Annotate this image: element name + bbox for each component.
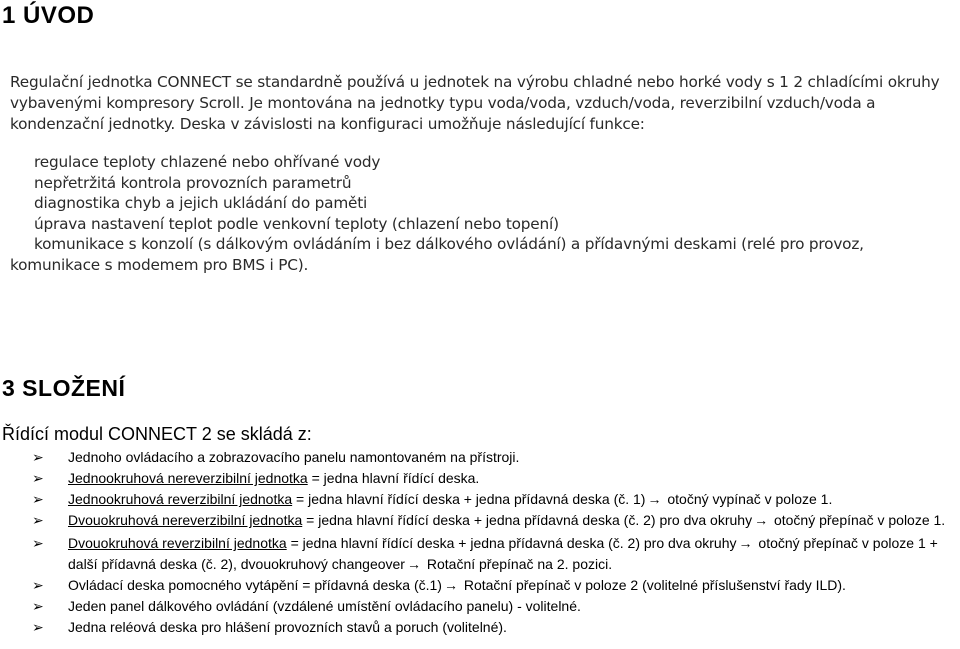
arrow-bullet-icon: ➢	[32, 512, 44, 528]
arrow-bullet-icon: ➢	[32, 491, 44, 507]
item-text: = jedna hlavní řídící deska.	[307, 470, 480, 486]
composition-list	[28, 447, 953, 638]
list-item	[28, 447, 953, 468]
item-term: Jednookruhová nereverzibilní jednotka	[68, 470, 308, 486]
list-item	[28, 575, 953, 596]
arrow-bullet-icon: ➢	[32, 577, 44, 593]
arrow-bullet-icon: ➢	[32, 470, 44, 486]
intro-paragraph: Regulační jednotka CONNECT se standardně používá u jednotek na výrobu chladné nebo horké vody s 1 2 chladícími okruhy vybavenými kompresory Scroll. Je montována na jednotky typu voda/voda, vzduch/voda, reverzibilní vzduch/voda a kondenzační jednotky. Deska v závislosti na konfiguraci umožňuje následující funkce:	[10, 73, 940, 133]
arrow-bullet-icon: ➢	[32, 535, 44, 551]
function-item: komunikace s konzolí (s dálkovým ovládáním i bez dálkového ovládání) a přídavnými deskami (relé pro provoz,	[34, 235, 864, 253]
right-arrow-icon: →	[738, 535, 753, 551]
function-item: diagnostika chyb a jejich ukládání do paměti	[34, 194, 368, 212]
list-item	[28, 617, 953, 638]
item-text: Rotační přepínač v poloze 2 (volitelné příslušenství řady ILD).	[459, 577, 846, 593]
item-text: otočný přepínač v poloze 1.	[770, 512, 946, 528]
arrow-bullet-icon: ➢	[32, 449, 44, 465]
right-arrow-icon: →	[406, 556, 421, 572]
item-text: = jedna hlavní řídící deska + jedna přídavná deska (č. 1)	[292, 491, 646, 507]
functions-list	[10, 152, 956, 275]
list-item	[28, 596, 953, 617]
arrow-bullet-icon: ➢	[32, 619, 44, 635]
function-item: nepřetržitá kontrola provozních parametrů	[34, 173, 352, 192]
item-text: Ovládací deska pomocného vytápění = přídavná deska (č.1)	[68, 577, 442, 593]
item-text: = jedna hlavní řídící deska + jedna přídavná deska (č. 2) pro dva okruhy	[302, 512, 753, 528]
item-text: Jedna reléová deska pro hlášení provozních stavů a poruch (volitelné).	[68, 619, 507, 635]
item-text: = jedna hlavní řídící deska + jedna přídavná deska (č. 2) pro dva okruhy	[286, 535, 737, 551]
right-arrow-icon: →	[443, 577, 458, 593]
item-term: Dvouokruhová reverzibilní jednotka	[68, 535, 287, 551]
right-arrow-icon: →	[647, 491, 662, 507]
list-item	[28, 510, 953, 531]
arrow-bullet-icon: ➢	[32, 598, 44, 614]
item-text: otočný vypínač v poloze 1.	[663, 491, 833, 507]
list-item	[28, 489, 953, 510]
list-item	[28, 533, 953, 575]
item-text: Jednoho ovládacího a zobrazovacího panelu namontovaném na přístroji.	[68, 449, 520, 465]
item-term: Jednookruhová reverzibilní jednotka	[68, 491, 293, 507]
function-item: komunikace s modemem pro BMS i PC).	[10, 255, 309, 274]
item-text: Jeden panel dálkového ovládání (vzdálené umístění ovládacího panelu) - volitelné.	[68, 598, 581, 614]
item-text: otočný přepínač v poloze 1 + další přídavná deska (č. 2), dvouokruhový changeover	[68, 535, 938, 572]
right-arrow-icon: →	[754, 512, 769, 528]
item-term: Dvouokruhová nereverzibilní jednotka	[68, 512, 303, 528]
section-heading-uvod: 1 ÚVOD	[2, 2, 95, 29]
list-item	[28, 468, 953, 489]
function-item: regulace teploty chlazené nebo ohřívané vody	[34, 153, 381, 171]
section-heading-slozeni: 3 SLOŽENÍ	[2, 375, 126, 401]
composition-intro: Řídící modul CONNECT 2 se skládá z:	[2, 424, 312, 444]
function-item: úprava nastavení teplot podle venkovní teploty (chlazení nebo topení)	[34, 214, 559, 233]
scanned-description-block	[10, 72, 956, 275]
item-text: Rotační přepínač na 2. pozici.	[422, 556, 613, 572]
